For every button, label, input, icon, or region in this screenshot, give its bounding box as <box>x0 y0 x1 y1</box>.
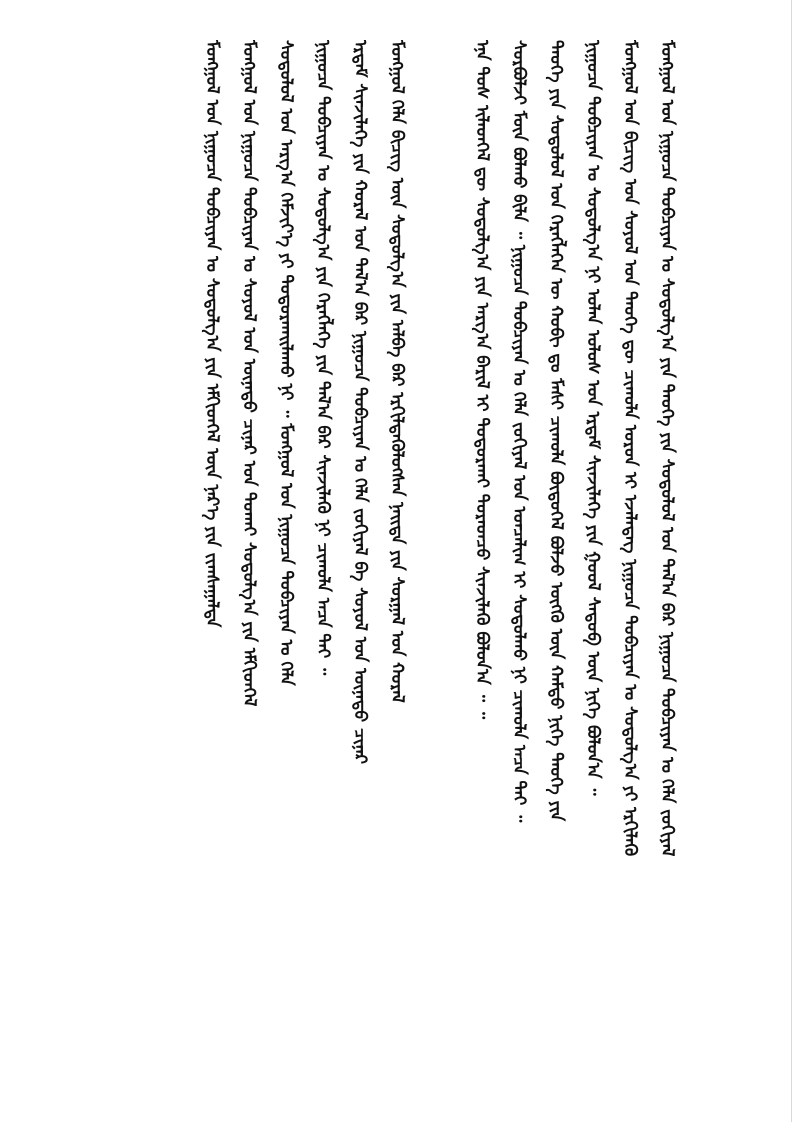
text-column-3: ᠨᠢᠭᠤᠴᠠ ᠲᠣᠪᠴᠢᠶᠠᠨ ᠤ ᠰᠤᠳᠤᠯᠭ᠎ᠠ ᠨᠢ ᠣᠯᠠᠨ ᠤᠯᠤᠰ ᠤᠨ ᠡᠷᠳᠡᠮ ᠰᠢᠨᠵᠢᠯᠡᠭᠡ ᠶᠢᠨ ᠭᠣᠣᠯ ᠰᠡᠳᠦᠪ ᠦᠨ ᠨᠢᠭᠡ ᠪᠣᠯᠤᠨ᠎ᠠ ᠃ <box>583 40 603 796</box>
text-column-7: ᠮᠣᠩᠭᠣᠯ ᠬᠡᠯᠡ ᠪᠢᠴᠢᠭ᠌ ᠦᠨ ᠰᠤᠳᠤᠯᠭ᠎ᠠ ᠶᠢᠨ ᠠᠯᠪᠠ ᠪᠠᠷ ᠡᠷᠭᠢᠯᠳᠡᠭᠦᠯᠦᠭᠰᠡᠨ ᠨᠡᠢᠲᠡ ᠶᠢᠨ ᠰᠤᠷᠭᠠᠯ ᠤᠨ ᠬᠤᠷᠠᠯ <box>387 40 407 703</box>
text-column-4: ᠲᠡᠦᠬᠡ ᠶᠢᠨ ᠰᠤᠳᠤᠯᠤᠯ ᠤᠨ ᠬᠡᠷᠡᠭᠯᠡᠭᠡᠨ ᠦ ᠬᠤᠪᠢ ᠳᠤ ᠮᠠᠰᠢ ᠴᠢᠬᠤᠯᠠ ᠪᠦᠲᠦᠭᠡᠯ ᠪᠣᠯᠵᠤ ᠥᠭᠬᠦ ᠦᠨ ᠬᠠᠮᠲᠤ ᠨᠢᠭᠡ ᠲᠡᠦᠬᠡ ᠶᠢᠨ <box>546 40 566 822</box>
text-column-8: ᠡᠷᠳᠡᠮ ᠰᠢᠨᠵᠢᠯᠡᠭᠡ ᠶᠢᠨ ᠬᠤᠷᠠᠯ ᠤᠨ ᠲᠠᠯ᠎ᠠ ᠪᠠᠷ ᠨᠢᠭᠤᠴᠠ ᠲᠣᠪᠴᠢᠶᠠᠨ ᠤ ᠬᠡᠯᠡ ᠵᠣᠬᠢᠶᠠᠯ ᠪᠠ ᠰᠣᠶᠣᠯ ᠤᠨ ᠦᠨᠡᠲᠦ ᠴᠢᠨᠠᠷ <box>350 40 370 765</box>
page-border <box>791 0 792 1122</box>
text-column-11: ᠮᠣᠩᠭᠣᠯ ᠤᠨ ᠨᠢᠭᠤᠴᠠ ᠲᠣᠪᠴᠢᠶᠠᠨ ᠤ ᠰᠣᠶᠣᠯ ᠤᠨ ᠦᠨᠡᠲᠦ ᠴᠢᠨᠠᠷ ᠤᠨ ᠲᠤᠬᠠᠢ ᠰᠤᠳᠤᠯᠭ᠎ᠠ ᠶᠢᠨ ᠡᠮᠬᠢᠳᠬᠡᠯ <box>239 40 259 707</box>
text-column-12: ᠮᠣᠩᠭᠣᠯ ᠤᠨ ᠨᠢᠭᠤᠴᠠ ᠲᠣᠪᠴᠢᠶᠠᠨ ᠤ ᠰᠤᠳᠤᠯᠭ᠎ᠠ ᠶᠢᠨ ᠡᠮᠬᠢᠳᠬᠡᠯ ᠦᠨ ᠨᠡᠷ᠎ᠡ ᠶᠢᠨ ᠵᠢᠭᠰᠠᠭᠠᠯᠲᠠ <box>202 40 222 628</box>
text-column-6: ᠡᠨᠡ ᠲᠤᠰ ᠢᠯᠡᠳᠬᠡᠯ ᠳᠦ ᠰᠤᠳᠤᠯᠭ᠎ᠠ ᠶᠢᠨ ᠠᠷᠭ᠎ᠠ ᠪᠠᠷᠢᠯ ᠢ ᠲᠣᠳᠣᠷᠬᠠᠢ ᠳᠤᠷᠠᠳᠴᠤ ᠰᠢᠨᠵᠢᠯᠡᠬᠦ ᠪᠣᠯᠤᠨ᠎ᠠ ᠃ ᠃ <box>472 40 492 720</box>
text-column-1: ᠮᠣᠩᠭᠣᠯ ᠤᠨ ᠨᠢᠭᠤᠴᠠ ᠲᠣᠪᠴᠢᠶᠠᠨ ᠤ ᠰᠤᠳᠤᠯᠭ᠎ᠠ ᠶᠢᠨ ᠲᠡᠦᠬᠡ ᠶᠢᠨ ᠰᠤᠳᠤᠯᠤᠯ ᠤᠨ ᠲᠠᠯ᠎ᠠ ᠪᠠᠷ ᠨᠢᠭᠤᠴᠠ ᠲᠣᠪᠴᠢᠶᠠᠨ ᠤ ᠬᠡᠯᠡ ᠵᠣᠬᠢᠶᠠᠯ <box>657 40 677 857</box>
text-column-5: ᠰᠤᠷᠪᠤᠯᠵᠢ ᠮᠥᠨ ᠪᠣᠯᠬᠤ ᠪᠢᠯᠡ ᠃ ᠨᠢᠭᠤᠴᠠ ᠲᠣᠪᠴᠢᠶᠠᠨ ᠤ ᠬᠡᠯᠡ ᠵᠣᠬᠢᠶᠠᠯ ᠤᠨ ᠣᠨᠴᠠᠯᠢᠭ ᠢ ᠰᠤᠳᠤᠯᠬᠤ ᠨᠢ ᠴᠢᠬᠤᠯᠠ ᠠᠴᠠ ᠲᠠᠢ ᠃ <box>509 40 529 823</box>
text-column-9: ᠨᠢᠭᠤᠴᠠ ᠲᠣᠪᠴᠢᠶᠠᠨ ᠤ ᠰᠤᠳᠤᠯᠭ᠎ᠠ ᠶᠢᠨ ᠬᠡᠷᠡᠭᠯᠡᠭᠡ ᠶᠢᠨ ᠲᠠᠯ᠎ᠠ ᠪᠠᠷ ᠰᠢᠨᠵᠢᠯᠡᠬᠦ ᠨᠢ ᠴᠢᠬᠤᠯᠠ ᠠᠴᠠ ᠲᠠᠢ ᠃ <box>313 40 333 676</box>
text-column-2: ᠮᠣᠩᠭᠣᠯ ᠤᠨ ᠪᠢᠴᠢᠭ᠌ ᠤᠨ ᠰᠣᠶᠣᠯ ᠤᠨ ᠲᠡᠦᠬᠡ ᠳᠦ ᠴᠢᠬᠤᠯᠠ ᠣᠷᠤᠨ ᠢ ᠡᠵᠡᠯᠡᠳᠡᠭ ᠨᠢᠭᠤᠴᠠ ᠲᠣᠪᠴᠢᠶᠠᠨ ᠤ ᠰᠤᠳᠤᠯᠭ᠎ᠠ ᠶᠢ ᠡᠷᠬᠢᠯᠡᠬᠦ <box>620 40 640 857</box>
text-column-10: ᠰᠤᠳᠤᠯᠤᠯ ᠤᠨ ᠠᠷᠭ᠎ᠠ ᠬᠡᠮᠵᠢᠶ᠎ᠡ ᠶᠢ ᠲᠣᠳᠣᠷᠬᠠᠢᠯᠠᠬᠤ ᠨᠢ ᠃ ᠮᠣᠩᠭᠣᠯ ᠤᠨ ᠨᠢᠭᠤᠴᠠ ᠲᠣᠪᠴᠢᠶᠠᠨ ᠤ ᠬᠡᠯᠡ <box>276 40 296 686</box>
